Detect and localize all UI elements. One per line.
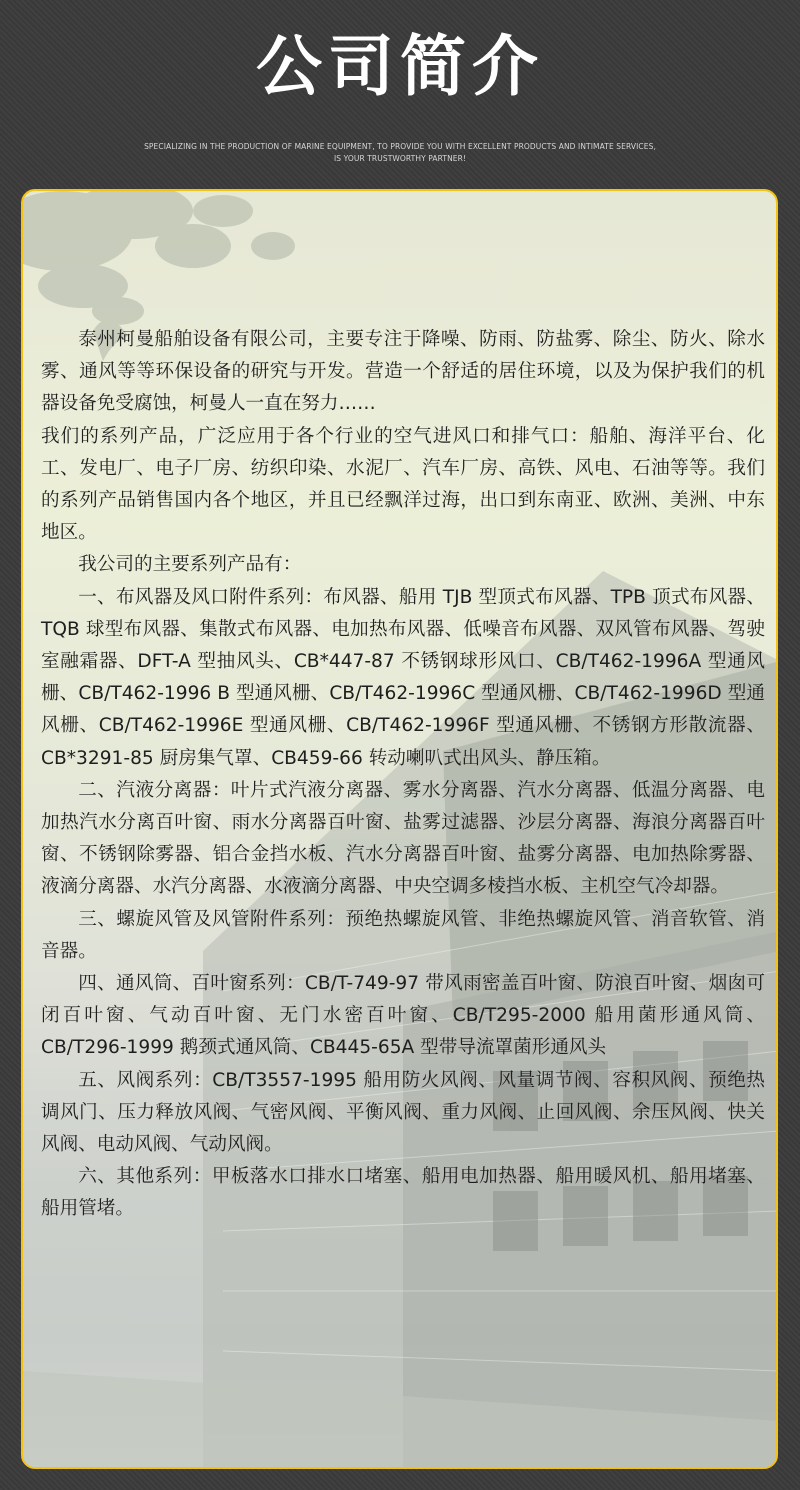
paragraph-series-5: 五、风阀系列：CB/T3557-1995 船用防火风阀、风量调节阀、容积风阀、预绝热调风门、压力释放风阀、气密风阀、平衡风阀、重力风阀、止回风阀、余压风阀、快关风阀、电动风阀、气动风阀。: [41, 1069, 765, 1156]
paragraph-series-1: 一、布风器及风口附件系列：布风器、船用 TJB 型顶式布风器、TPB 顶式布风器、TQB 球型布风器、集散式布风器、电加热布风器、低噪音布风器、双风管布风器、驾驶室融霜器、DFT-A 型抽风头、CB*447-87 不锈钢球形风口、CB/T462-1996A 型通风栅、CB/T462-1996 B 型通风栅、CB/T462-1996C 型通风栅、CB/T462-1996D 型通风栅、CB/T462-1996E 型通风栅、CB/T462-1996F 型通风栅、不锈钢方形散流器、CB*3291-85 厨房集气罩、CB459-66 转动喇叭式出风头、静压箱。: [41, 586, 765, 769]
paragraph-series-6: 六、其他系列：甲板落水口排水口堵塞、船用电加热器、船用暖风机、船用堵塞、船用管堵。: [41, 1166, 765, 1220]
paragraph-series-4: 四、通风筒、百叶窗系列：CB/T-749-97 带风雨密盖百叶窗、防浪百叶窗、烟囱可闭百叶窗、气动百叶窗、无门水密百叶窗、CB/T295-2000 船用菌形通风筒、CB/T296-1999 鹅颈式通风筒、CB445-65A 型带导流罩菌形通风头: [41, 973, 765, 1059]
paragraph-intro: 泰州柯曼船舶设备有限公司，主要专注于降噪、防雨、防盐雾、除尘、防火、除水雾、通风等等环保设备的研究与开发。营造一个舒适的居住环境，以及为保护我们的机器设备免受腐蚀，柯曼人一直在努力……: [41, 329, 765, 415]
page-title: 公司简介: [256, 28, 544, 105]
subtitle-line-2: IS YOUR TRUSTWORTHY PARTNER!: [333, 154, 467, 163]
page-header: [0, 0, 800, 190]
content-card: [21, 189, 778, 1469]
company-intro-text: [41, 324, 765, 1226]
paragraph-products-heading: 我公司的主要系列产品有：: [78, 554, 302, 576]
paragraph-series-3: 三、螺旋风管及风管附件系列：预绝热螺旋风管、非绝热螺旋风管、消音软管、消音器。: [41, 908, 765, 962]
subtitle-line-1: SPECIALIZING IN THE PRODUCTION OF MARINE EQUIPMENT, TO PROVIDE YOU WITH EXCELLENT PRODUCTS AND INTIMATE SERVICES,: [144, 142, 656, 151]
paragraph-series-2: 二、汽液分离器：叶片式汽液分离器、雾水分离器、汽水分离器、低温分离器、电加热汽水分离百叶窗、雨水分离器百叶窗、盐雾过滤器、沙层分离器、海浪分离器百叶窗、不锈钢除雾器、铝合金挡水板、汽水分离器百叶窗、盐雾分离器、电加热除雾器、液滴分离器、水汽分离器、水液滴分离器、中央空调多棱挡水板、主机空气冷却器。: [41, 779, 765, 898]
page-subtitle: [0, 141, 800, 165]
paragraph-applications: 我们的系列产品，广泛应用于各个行业的空气进风口和排气口：船舶、海洋平台、化工、发电厂、电子厂房、纺织印染、水泥厂、汽车厂房、高铁、风电、石油等等。我们的系列产品销售国内各个地区，并且已经飘洋过海，出口到东南亚、欧洲、美洲、中东地区。: [41, 425, 765, 544]
